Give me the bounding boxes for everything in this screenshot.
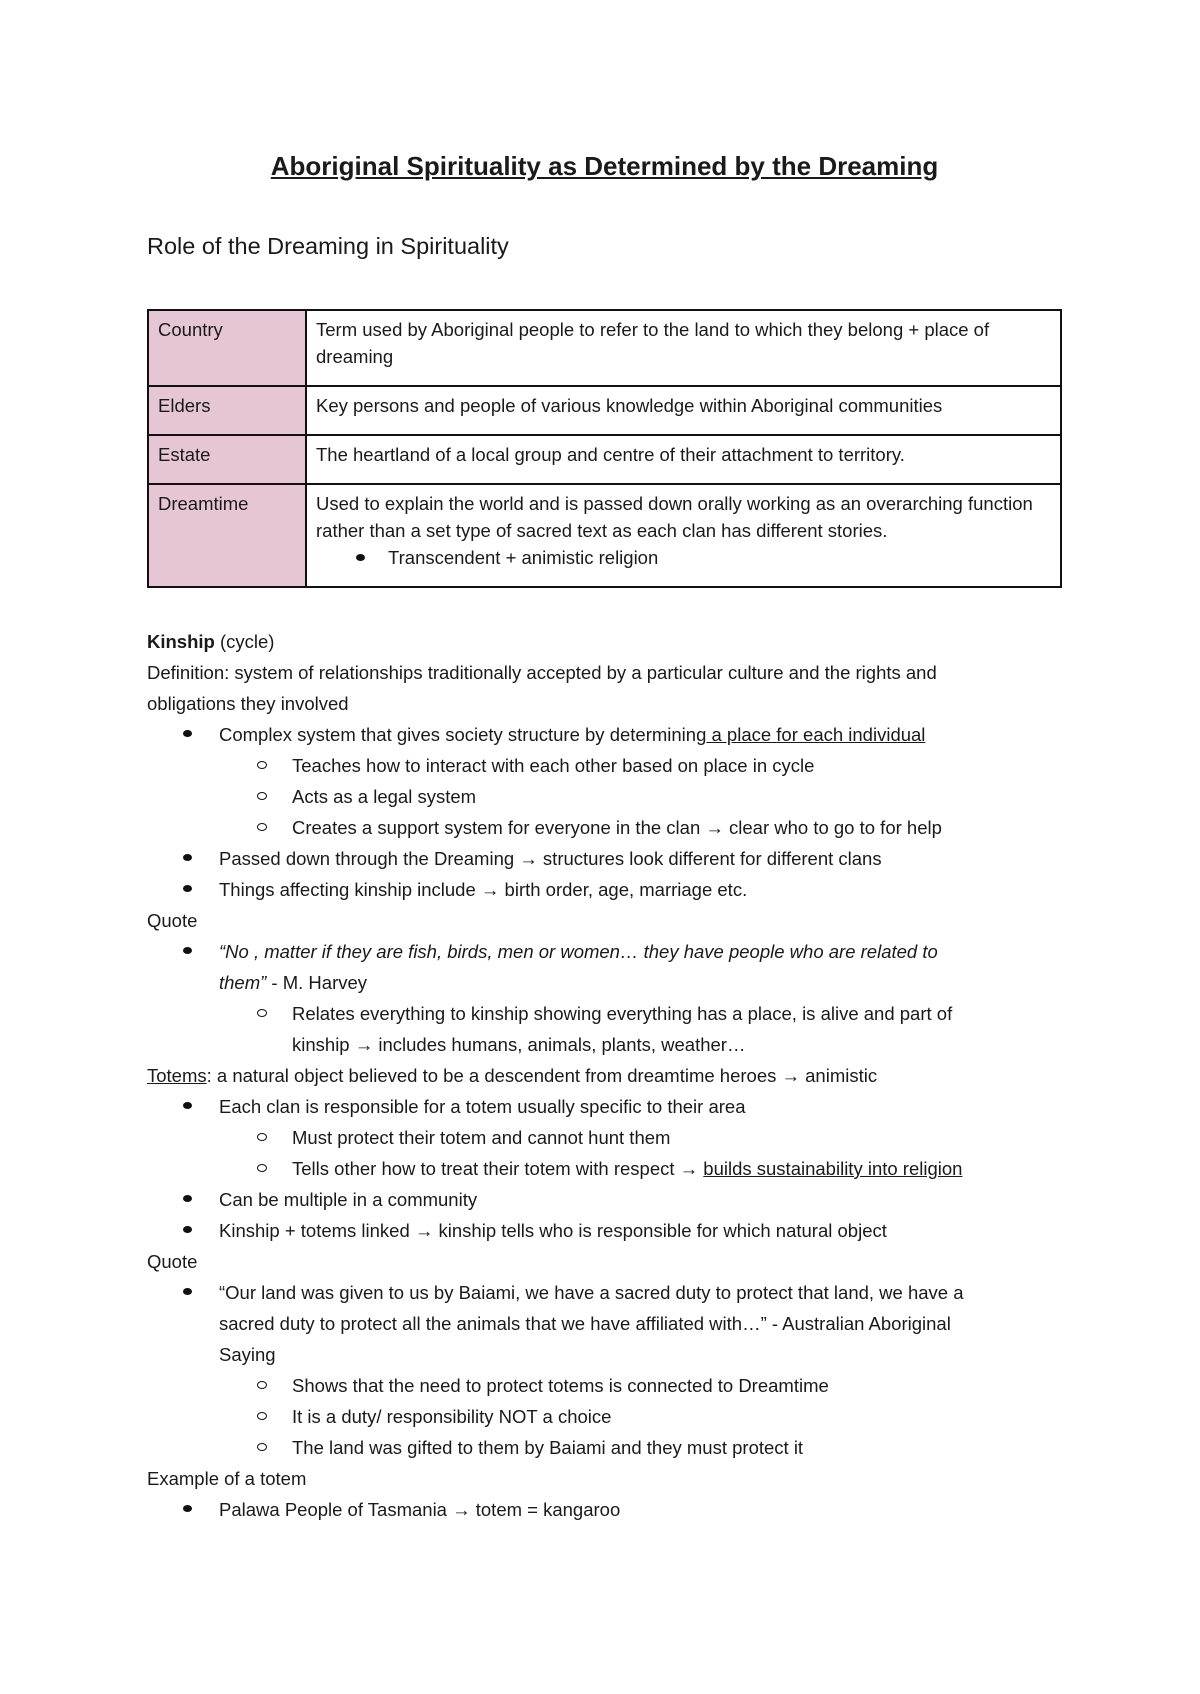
kinship-heading-bold: Kinship	[147, 631, 215, 652]
sub-list-item: It is a duty/ responsibility NOT a choice	[147, 1401, 1062, 1432]
quote-item-continued: sacred duty to protect all the animals that we have affiliated with…” - Australian Aboriginal	[219, 1313, 951, 1334]
section-heading: Role of the Dreaming in Spirituality	[147, 233, 509, 259]
quote-label: Quote	[147, 1251, 198, 1272]
table-row	[148, 484, 1061, 587]
sub-list-item: Acts as a legal system	[147, 781, 1062, 812]
totems-definition	[147, 1060, 1062, 1091]
table-term: Estate	[148, 435, 306, 484]
quote-item-continued: Saying	[219, 1344, 276, 1365]
list-item: Can be multiple in a community	[147, 1184, 1062, 1215]
kinship-heading-rest: (cycle)	[214, 631, 275, 652]
table-term: Elders	[148, 386, 306, 435]
quote-attribution: - M. Harvey	[266, 972, 368, 993]
list-item: Things affecting kinship include → birth order, age, marriage etc.	[147, 874, 1062, 905]
list-item: Passed down through the Dreaming → structures look different for different clans	[147, 843, 1062, 874]
table-definition-cell	[306, 484, 1061, 587]
example-label: Example of a totem	[147, 1468, 307, 1489]
table-row	[148, 310, 1061, 386]
table-definition: Used to explain the world and is passed down orally working as an overarching function rather than a set type of sacred text as each clan has different stories.	[316, 493, 1033, 541]
totems-definition-text: : a natural object believed to be a descendent from dreamtime heroes → animistic	[206, 1065, 878, 1086]
kinship-definition-line: obligations they involved	[147, 693, 349, 714]
quote-item: “No , matter if they are fish, birds, men or women… they have people who are related to	[147, 936, 1062, 967]
notes-section	[147, 626, 1062, 1525]
list-item: Palawa People of Tasmania → totem = kangaroo	[147, 1494, 1062, 1525]
table-row	[148, 435, 1061, 484]
list-item-text: Complex system that gives society structure by determining	[219, 724, 707, 745]
kinship-heading	[147, 626, 1062, 657]
sub-list-item: Must protect their totem and cannot hunt them	[147, 1122, 1062, 1153]
table-bullet: Transcendent + animistic religion	[316, 544, 1051, 571]
table-term: Country	[148, 310, 306, 386]
sub-list-item: The land was gifted to them by Baiami and they must protect it	[147, 1432, 1062, 1463]
underlined-text: builds sustainability into religion	[703, 1158, 963, 1179]
quote-label: Quote	[147, 910, 198, 931]
page-title: Aboriginal Spirituality as Determined by the Dreaming	[270, 151, 939, 181]
definitions-table	[147, 309, 1062, 588]
kinship-definition-line: Definition: system of relationships traditionally accepted by a particular culture and the rights and	[147, 662, 937, 683]
sub-list-item: Creates a support system for everyone in the clan → clear who to go to for help	[147, 812, 1062, 843]
table-row	[148, 386, 1061, 435]
list-item: Kinship + totems linked → kinship tells who is responsible for which natural object	[147, 1215, 1062, 1246]
table-term: Dreamtime	[148, 484, 306, 587]
table-definition: Key persons and people of various knowledge within Aboriginal communities	[306, 386, 1061, 435]
quote-item-continued	[147, 967, 1062, 998]
list-item-text: Tells other how to treat their totem with respect →	[292, 1158, 704, 1179]
sub-list-item: Relates everything to kinship showing everything has a place, is alive and part of	[147, 998, 1062, 1029]
quote-text: them”	[219, 972, 267, 993]
sub-list-item: Shows that the need to protect totems is connected to Dreamtime	[147, 1370, 1062, 1401]
totems-label: Totems	[147, 1065, 207, 1086]
sub-list-item: Teaches how to interact with each other based on place in cycle	[147, 750, 1062, 781]
sub-list-item-continued: kinship → includes humans, animals, plants, weather…	[292, 1034, 746, 1055]
underlined-text: a place for each individual	[706, 724, 926, 745]
quote-item: “Our land was given to us by Baiami, we have a sacred duty to protect that land, we have a	[147, 1277, 1062, 1308]
table-definition: Term used by Aboriginal people to refer to the land to which they belong + place of dreaming	[306, 310, 1061, 386]
sub-list-item	[147, 1153, 1062, 1184]
table-definition: The heartland of a local group and centre of their attachment to territory.	[306, 435, 1061, 484]
list-item: Each clan is responsible for a totem usually specific to their area	[147, 1091, 1062, 1122]
list-item	[147, 719, 1062, 750]
